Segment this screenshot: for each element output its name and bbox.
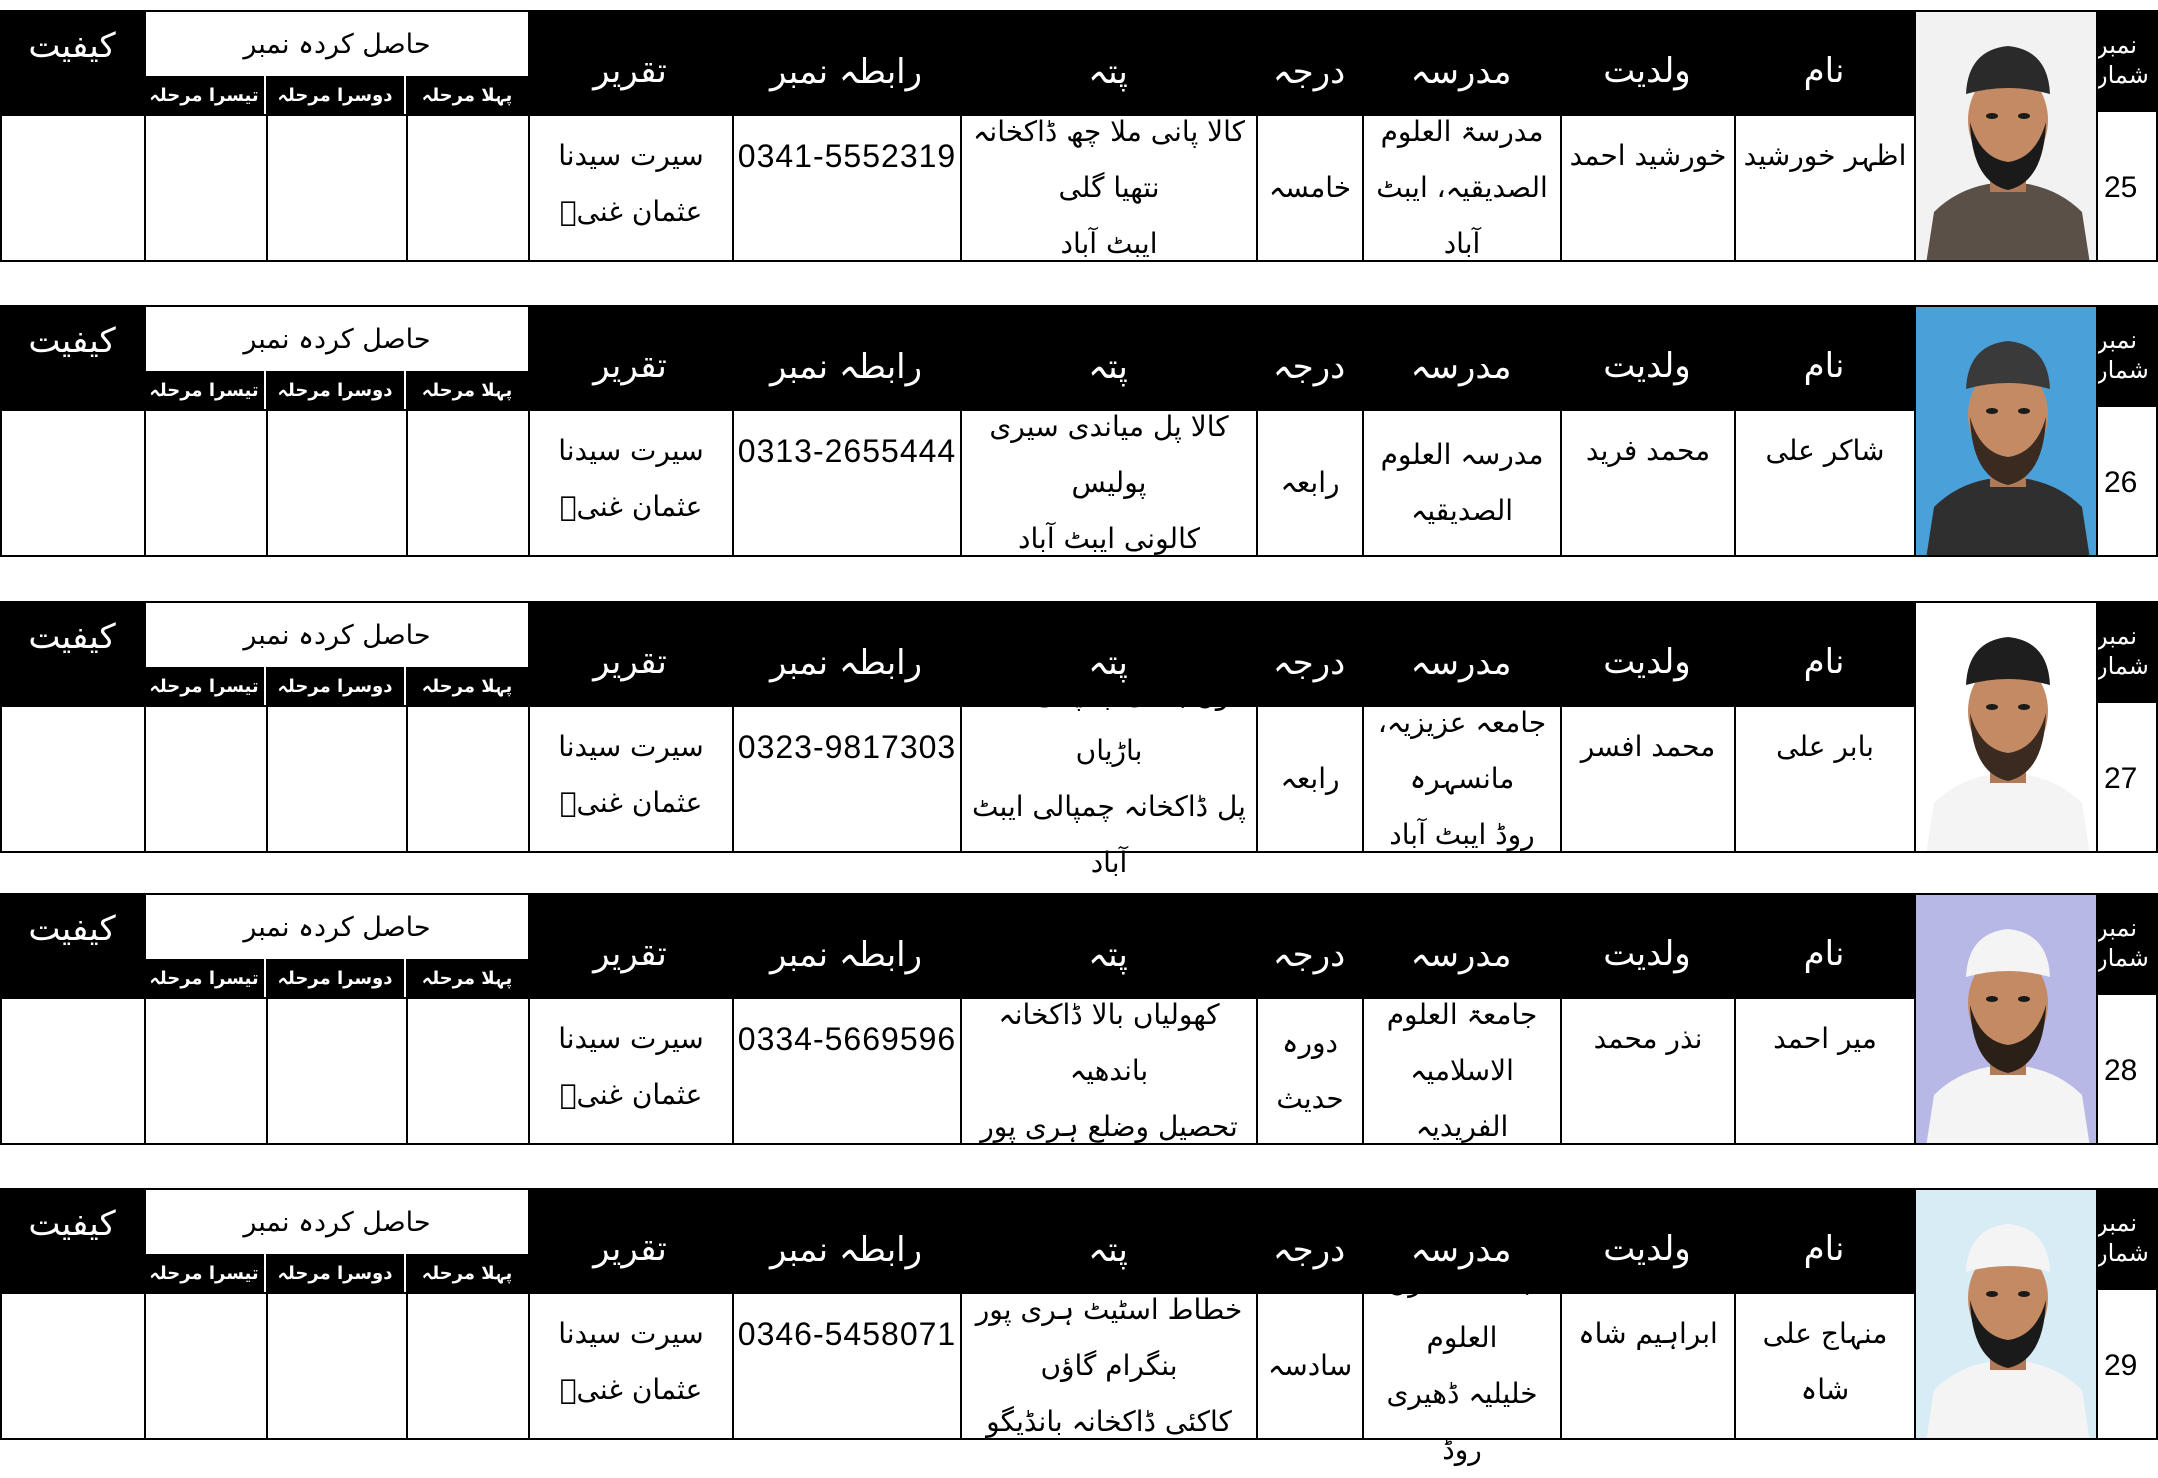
header-name: نام xyxy=(1734,10,1914,114)
student-photo xyxy=(1914,893,2098,1145)
student-record-card xyxy=(0,885,2158,1145)
marks-header-group xyxy=(144,601,528,705)
level-cell: رابعہ xyxy=(1256,705,1364,853)
header-stage1: پہلا مرحلہ xyxy=(406,371,528,409)
name-cell: اظہر خورشید xyxy=(1734,114,1916,262)
header-speech: تقریر xyxy=(528,601,732,705)
student-photo xyxy=(1914,1188,2098,1440)
header-level: درجہ xyxy=(1256,305,1362,409)
header-serial: نمبر شمار xyxy=(2096,893,2158,993)
stage2-marks-cell xyxy=(266,705,408,853)
header-level: درجہ xyxy=(1256,10,1362,114)
header-remarks: کیفیت xyxy=(0,893,144,997)
header-madrasa: مدرسہ xyxy=(1362,305,1560,409)
parent-cell: نذر محمد xyxy=(1560,997,1736,1145)
stage2-marks-cell xyxy=(266,409,408,557)
header-level: درجہ xyxy=(1256,1188,1362,1292)
header-name: نام xyxy=(1734,601,1914,705)
address-cell: کالا پل میاندی سیری پولیس کالونی ایبٹ آباد xyxy=(960,409,1258,557)
name-cell: شاکر علی xyxy=(1734,409,1916,557)
student-record-card xyxy=(0,1180,2158,1466)
stage1-marks-cell xyxy=(406,1292,530,1440)
header-serial: نمبر شمار xyxy=(2096,10,2158,110)
parent-cell: محمد افسر xyxy=(1560,705,1736,853)
level-cell: سادسہ xyxy=(1256,1292,1364,1440)
header-stage1: پہلا مرحلہ xyxy=(406,667,528,705)
stage3-marks-cell xyxy=(144,409,268,557)
header-stage1: پہلا مرحلہ xyxy=(406,959,528,997)
header-madrasa: مدرسہ xyxy=(1362,10,1560,114)
remarks-cell xyxy=(0,705,146,853)
marks-header-title: حاصل کردہ نمبر xyxy=(144,1188,528,1254)
header-parent: ولدیت xyxy=(1560,1188,1734,1292)
speech-cell: سیرت سیدنا عثمان غنیؓ xyxy=(528,997,734,1145)
remarks-cell xyxy=(0,997,146,1145)
header-speech: تقریر xyxy=(528,1188,732,1292)
stage3-marks-cell xyxy=(144,1292,268,1440)
contact-cell: 0346-5458071 xyxy=(732,1292,962,1440)
header-contact: رابطہ نمبر xyxy=(732,10,960,114)
student-record-card xyxy=(0,2,2158,262)
madrasa-cell: العلوم خلیلیہ ڈھیری روڈ xyxy=(1362,1292,1562,1440)
stage3-marks-cell xyxy=(144,114,268,262)
header-remarks: کیفیت xyxy=(0,601,144,705)
contact-cell: 0334-5669596 xyxy=(732,997,962,1145)
remarks-cell xyxy=(0,1292,146,1440)
address-cell: کالا پانی ملا چھ ڈاکخانہ نتھیا گلی ایبٹ آباد xyxy=(960,114,1258,262)
header-madrasa: مدرسہ xyxy=(1362,1188,1560,1292)
contact-cell: 0323-9817303 xyxy=(732,705,962,853)
header-stage3: تیسرا مرحلہ xyxy=(144,1254,266,1292)
stage3-marks-cell xyxy=(144,705,268,853)
stage2-marks-cell xyxy=(266,1292,408,1440)
header-madrasa: مدرسہ xyxy=(1362,601,1560,705)
header-remarks: کیفیت xyxy=(0,305,144,409)
header-parent: ولدیت xyxy=(1560,893,1734,997)
header-address: پتہ xyxy=(960,893,1256,997)
header-serial: نمبر شمار xyxy=(2096,1188,2158,1288)
speech-cell: سیرت سیدنا عثمان غنیؓ xyxy=(528,409,734,557)
serial-number-cell: 29 xyxy=(2096,1288,2158,1440)
madrasa-cell: جامعۃ العلوم الاسلامیہ الفریدیہ xyxy=(1362,997,1562,1145)
marks-header-group xyxy=(144,305,528,409)
header-stage3: تیسرا مرحلہ xyxy=(144,76,266,114)
stage1-marks-cell xyxy=(406,409,530,557)
header-madrasa: مدرسہ xyxy=(1362,893,1560,997)
header-address: پتہ xyxy=(960,1188,1256,1292)
remarks-cell xyxy=(0,114,146,262)
header-contact: رابطہ نمبر xyxy=(732,1188,960,1292)
serial-number-cell: 27 xyxy=(2096,701,2158,853)
header-address: پتہ xyxy=(960,601,1256,705)
header-level: درجہ xyxy=(1256,893,1362,997)
header-stage3: تیسرا مرحلہ xyxy=(144,371,266,409)
header-speech: تقریر xyxy=(528,10,732,114)
contact-cell: 0341-5552319 xyxy=(732,114,962,262)
header-contact: رابطہ نمبر xyxy=(732,305,960,409)
header-level: درجہ xyxy=(1256,601,1362,705)
contact-cell: 0313-2655444 xyxy=(732,409,962,557)
name-cell: میر احمد xyxy=(1734,997,1916,1145)
header-stage1: پہلا مرحلہ xyxy=(406,76,528,114)
marks-header-title: حاصل کردہ نمبر xyxy=(144,305,528,371)
address-cell: باڑیاں پل ڈاکخانہ چمپالی ایبٹ آباد xyxy=(960,705,1258,853)
header-contact: رابطہ نمبر xyxy=(732,893,960,997)
header-stage3: تیسرا مرحلہ xyxy=(144,959,266,997)
header-name: نام xyxy=(1734,893,1914,997)
header-remarks: کیفیت xyxy=(0,1188,144,1292)
madrasa-cell: جامعہ عزیزیہ، مانسہرہ روڈ ایبٹ آباد xyxy=(1362,705,1562,853)
marks-header-group xyxy=(144,1188,528,1292)
marks-header-group xyxy=(144,893,528,997)
parent-cell: ابراہیم شاہ xyxy=(1560,1292,1736,1440)
student-photo xyxy=(1914,10,2098,262)
serial-number-cell: 26 xyxy=(2096,405,2158,557)
stage2-marks-cell xyxy=(266,114,408,262)
parent-cell: محمد فرید xyxy=(1560,409,1736,557)
header-contact: رابطہ نمبر xyxy=(732,601,960,705)
madrasa-cell: مدرسہ العلوم الصدیقیہ xyxy=(1362,409,1562,557)
marks-header-title: حاصل کردہ نمبر xyxy=(144,10,528,76)
header-name: نام xyxy=(1734,1188,1914,1292)
header-speech: تقریر xyxy=(528,893,732,997)
speech-cell: سیرت سیدنا عثمان غنیؓ xyxy=(528,114,734,262)
portrait-image xyxy=(1916,603,2098,853)
level-cell: دورہ حدیث xyxy=(1256,997,1364,1145)
serial-number-cell: 28 xyxy=(2096,993,2158,1145)
portrait-image xyxy=(1916,12,2098,262)
header-parent: ولدیت xyxy=(1560,10,1734,114)
portrait-image xyxy=(1916,895,2098,1145)
stage1-marks-cell xyxy=(406,997,530,1145)
serial-number-cell: 25 xyxy=(2096,110,2158,262)
header-address: پتہ xyxy=(960,10,1256,114)
stage3-marks-cell xyxy=(144,997,268,1145)
header-address: پتہ xyxy=(960,305,1256,409)
header-parent: ولدیت xyxy=(1560,601,1734,705)
marks-header-group xyxy=(144,10,528,114)
header-stage2: دوسرا مرحلہ xyxy=(266,76,406,114)
student-photo xyxy=(1914,601,2098,853)
student-record-card xyxy=(0,593,2158,879)
header-stage3: تیسرا مرحلہ xyxy=(144,667,266,705)
level-cell: رابعہ xyxy=(1256,409,1364,557)
header-parent: ولدیت xyxy=(1560,305,1734,409)
student-photo xyxy=(1914,305,2098,557)
address-cell: کھولیاں بالا ڈاکخانہ باندھیہ تحصیل وضلع ہری پور xyxy=(960,997,1258,1145)
remarks-cell xyxy=(0,409,146,557)
name-cell: بابر علی xyxy=(1734,705,1916,853)
stage2-marks-cell xyxy=(266,997,408,1145)
header-stage2: دوسرا مرحلہ xyxy=(266,959,406,997)
speech-cell: سیرت سیدنا عثمان غنیؓ xyxy=(528,705,734,853)
student-record-card xyxy=(0,297,2158,557)
name-cell: منہاج علی شاہ xyxy=(1734,1292,1916,1440)
speech-cell: سیرت سیدنا عثمان غنیؓ xyxy=(528,1292,734,1440)
header-remarks: کیفیت xyxy=(0,10,144,114)
header-stage2: دوسرا مرحلہ xyxy=(266,1254,406,1292)
address-cell: خطاط اسٹیٹ ہری پور بنگرام گاؤں کاکئی ڈاکخانہ بانڈیگو xyxy=(960,1292,1258,1440)
stage1-marks-cell xyxy=(406,114,530,262)
header-stage2: دوسرا مرحلہ xyxy=(266,371,406,409)
header-serial: نمبر شمار xyxy=(2096,305,2158,405)
header-stage2: دوسرا مرحلہ xyxy=(266,667,406,705)
level-cell: خامسہ xyxy=(1256,114,1364,262)
header-serial: نمبر شمار xyxy=(2096,601,2158,701)
madrasa-cell: مدرسۃ العلوم الصدیقیہ، ایبٹ آباد xyxy=(1362,114,1562,262)
header-speech: تقریر xyxy=(528,305,732,409)
header-stage1: پہلا مرحلہ xyxy=(406,1254,528,1292)
stage1-marks-cell xyxy=(406,705,530,853)
portrait-image xyxy=(1916,1190,2098,1440)
marks-header-title: حاصل کردہ نمبر xyxy=(144,601,528,667)
marks-header-title: حاصل کردہ نمبر xyxy=(144,893,528,959)
parent-cell: خورشید احمد xyxy=(1560,114,1736,262)
portrait-image xyxy=(1916,307,2098,557)
header-name: نام xyxy=(1734,305,1914,409)
